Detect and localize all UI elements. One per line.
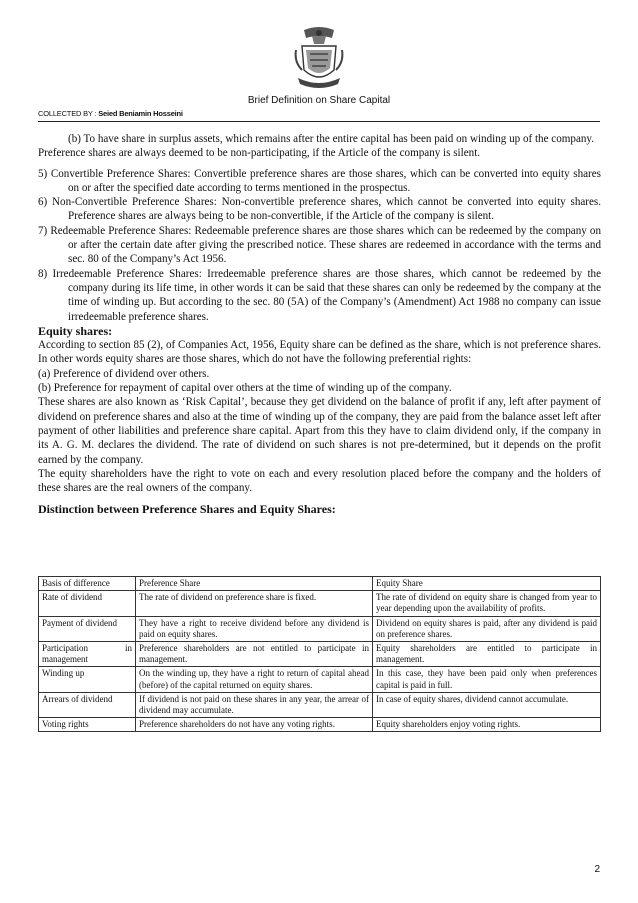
table-cell: On the winding up, they have a right to return of capital ahead (before) of the capital returned on equity shares.	[136, 667, 373, 692]
paragraph-equity-definition: According to section 85 (2), of Companies Act, 1956, Equity share can be defined as the share, which is not preference shares. In other words equity shares are those shares, which do not have the following preferential rights:	[38, 339, 601, 366]
table-cell: Winding up	[39, 667, 136, 692]
table-cell: Rate of dividend	[39, 591, 136, 616]
table-header-cell: Preference Share	[136, 577, 373, 591]
paragraph-b-surplus	[38, 132, 601, 146]
header-divider	[38, 121, 600, 122]
table-cell: In case of equity shares, dividend cannot accumulate.	[373, 692, 601, 717]
table-cell: Preference shareholders do not have any voting rights.	[136, 718, 373, 732]
table-cell: Equity shareholders are entitled to participate in management.	[373, 642, 601, 667]
table-row	[39, 692, 601, 717]
distinction-table	[38, 576, 601, 732]
paragraph-voting: The equity shareholders have the right to vote on each and every resolution placed before the company and the holders of these shares are the real owners of the company.	[38, 467, 601, 495]
section-heading-distinction: Distinction between Preference Shares and Equity Shares:	[38, 502, 336, 517]
table-cell: The rate of dividend on preference share is fixed.	[136, 591, 373, 616]
table-header-row	[39, 577, 601, 591]
table-cell: In this case, they have been paid only when preferences capital is paid in full.	[373, 667, 601, 692]
paragraph-preference-repayment: (b) Preference for repayment of capital over others at the time of winding up of the company.	[38, 382, 452, 395]
table-cell: The rate of dividend on equity share is changed from year to year depending upon the availability of profits.	[373, 591, 601, 616]
table-cell: Dividend on equity shares is paid, after any dividend is paid on preference shares.	[373, 616, 601, 641]
table-row	[39, 718, 601, 732]
table-header-cell: Basis of difference	[39, 577, 136, 591]
page-number: 2	[594, 864, 600, 875]
paragraph-preference-dividend: (a) Preference of dividend over others.	[38, 367, 210, 380]
table-cell: Voting rights	[39, 718, 136, 732]
table-cell: Payment of dividend	[39, 616, 136, 641]
table-cell: They have a right to receive dividend before any dividend is paid on equity shares.	[136, 616, 373, 641]
paragraph-irredeemable: 8) Irredeemable Preference Shares: Irredeemable preference shares are those shares, which cannot be redeemed by the company during its life time, in other words it can be said that these shares can only be redeemed by the company at the time of winding up. But according to the sec. 80 (5A) of the Company’s (Amendment) Act 1988 no company can issue irredeemable preference shares.	[38, 267, 601, 323]
table-cell: Arrears of dividend	[39, 692, 136, 717]
table-cell: Participation in management	[39, 642, 136, 667]
table-cell: Preference shareholders are not entitled to participate in management.	[136, 642, 373, 667]
section-heading-equity: Equity shares:	[38, 323, 113, 338]
table-cell: Equity shareholders enjoy voting rights.	[373, 718, 601, 732]
crest-logo-icon	[294, 26, 344, 94]
paragraph-risk-capital: These shares are also known as ‘Risk Capital’, because they get dividend on the balance of profit if any, left after payment of dividend on preference shares and also at the time of winding up of the company, they are paid from the balance asset left after payment of other liabilities and preference share capital. Apart from this they have to claim dividend only, if the company in its A. G. M. declares the dividend. The rate of dividend on such shares is not pre-determined, but it depends on the profit earned by the company.	[38, 396, 601, 466]
table-row	[39, 667, 601, 692]
author-name: Seied Beniamin Hosseini	[98, 109, 183, 118]
paragraph-non-convertible: 6) Non-Convertible Preference Shares: Non-convertible preference shares, which cannot be converted into equity shares. Preference shares are always being to be non-convertible, if the Article of the company is silent.	[38, 196, 601, 223]
table-cell: If dividend is not paid on these shares in any year, the arrear of dividend may accumulate.	[136, 692, 373, 717]
paragraph-text: (b) To have share in surplus assets, which remains after the entire capital has been paid on winding up of the company.	[68, 133, 595, 145]
document-title: Brief Definition on Share Capital	[247, 95, 391, 106]
table-row	[39, 616, 601, 641]
collected-by-line	[38, 109, 183, 118]
paragraph-convertible: 5) Convertible Preference Shares: Convertible preference shares are those shares, which can be converted into equity shares on or after the specified date according to terms mentioned in the prospectus.	[38, 167, 601, 194]
table-row	[39, 591, 601, 616]
document-body	[38, 132, 601, 517]
collected-by-label: COLLECTED BY :	[38, 109, 99, 118]
table-header-cell: Equity Share	[373, 577, 601, 591]
table-row	[39, 642, 601, 667]
paragraph-redeemable: 7) Redeemable Preference Shares: Redeemable preference shares are those shares which can be redeemed by the company on or after the certain date after giving the prescribed notice. These shares are redeemed in accordance with the terms and sec. 80 of the Company’s Act 1956.	[38, 224, 601, 266]
paragraph-non-participating: Preference shares are always deemed to be non-participating, if the Article of the company is silent.	[38, 147, 481, 160]
